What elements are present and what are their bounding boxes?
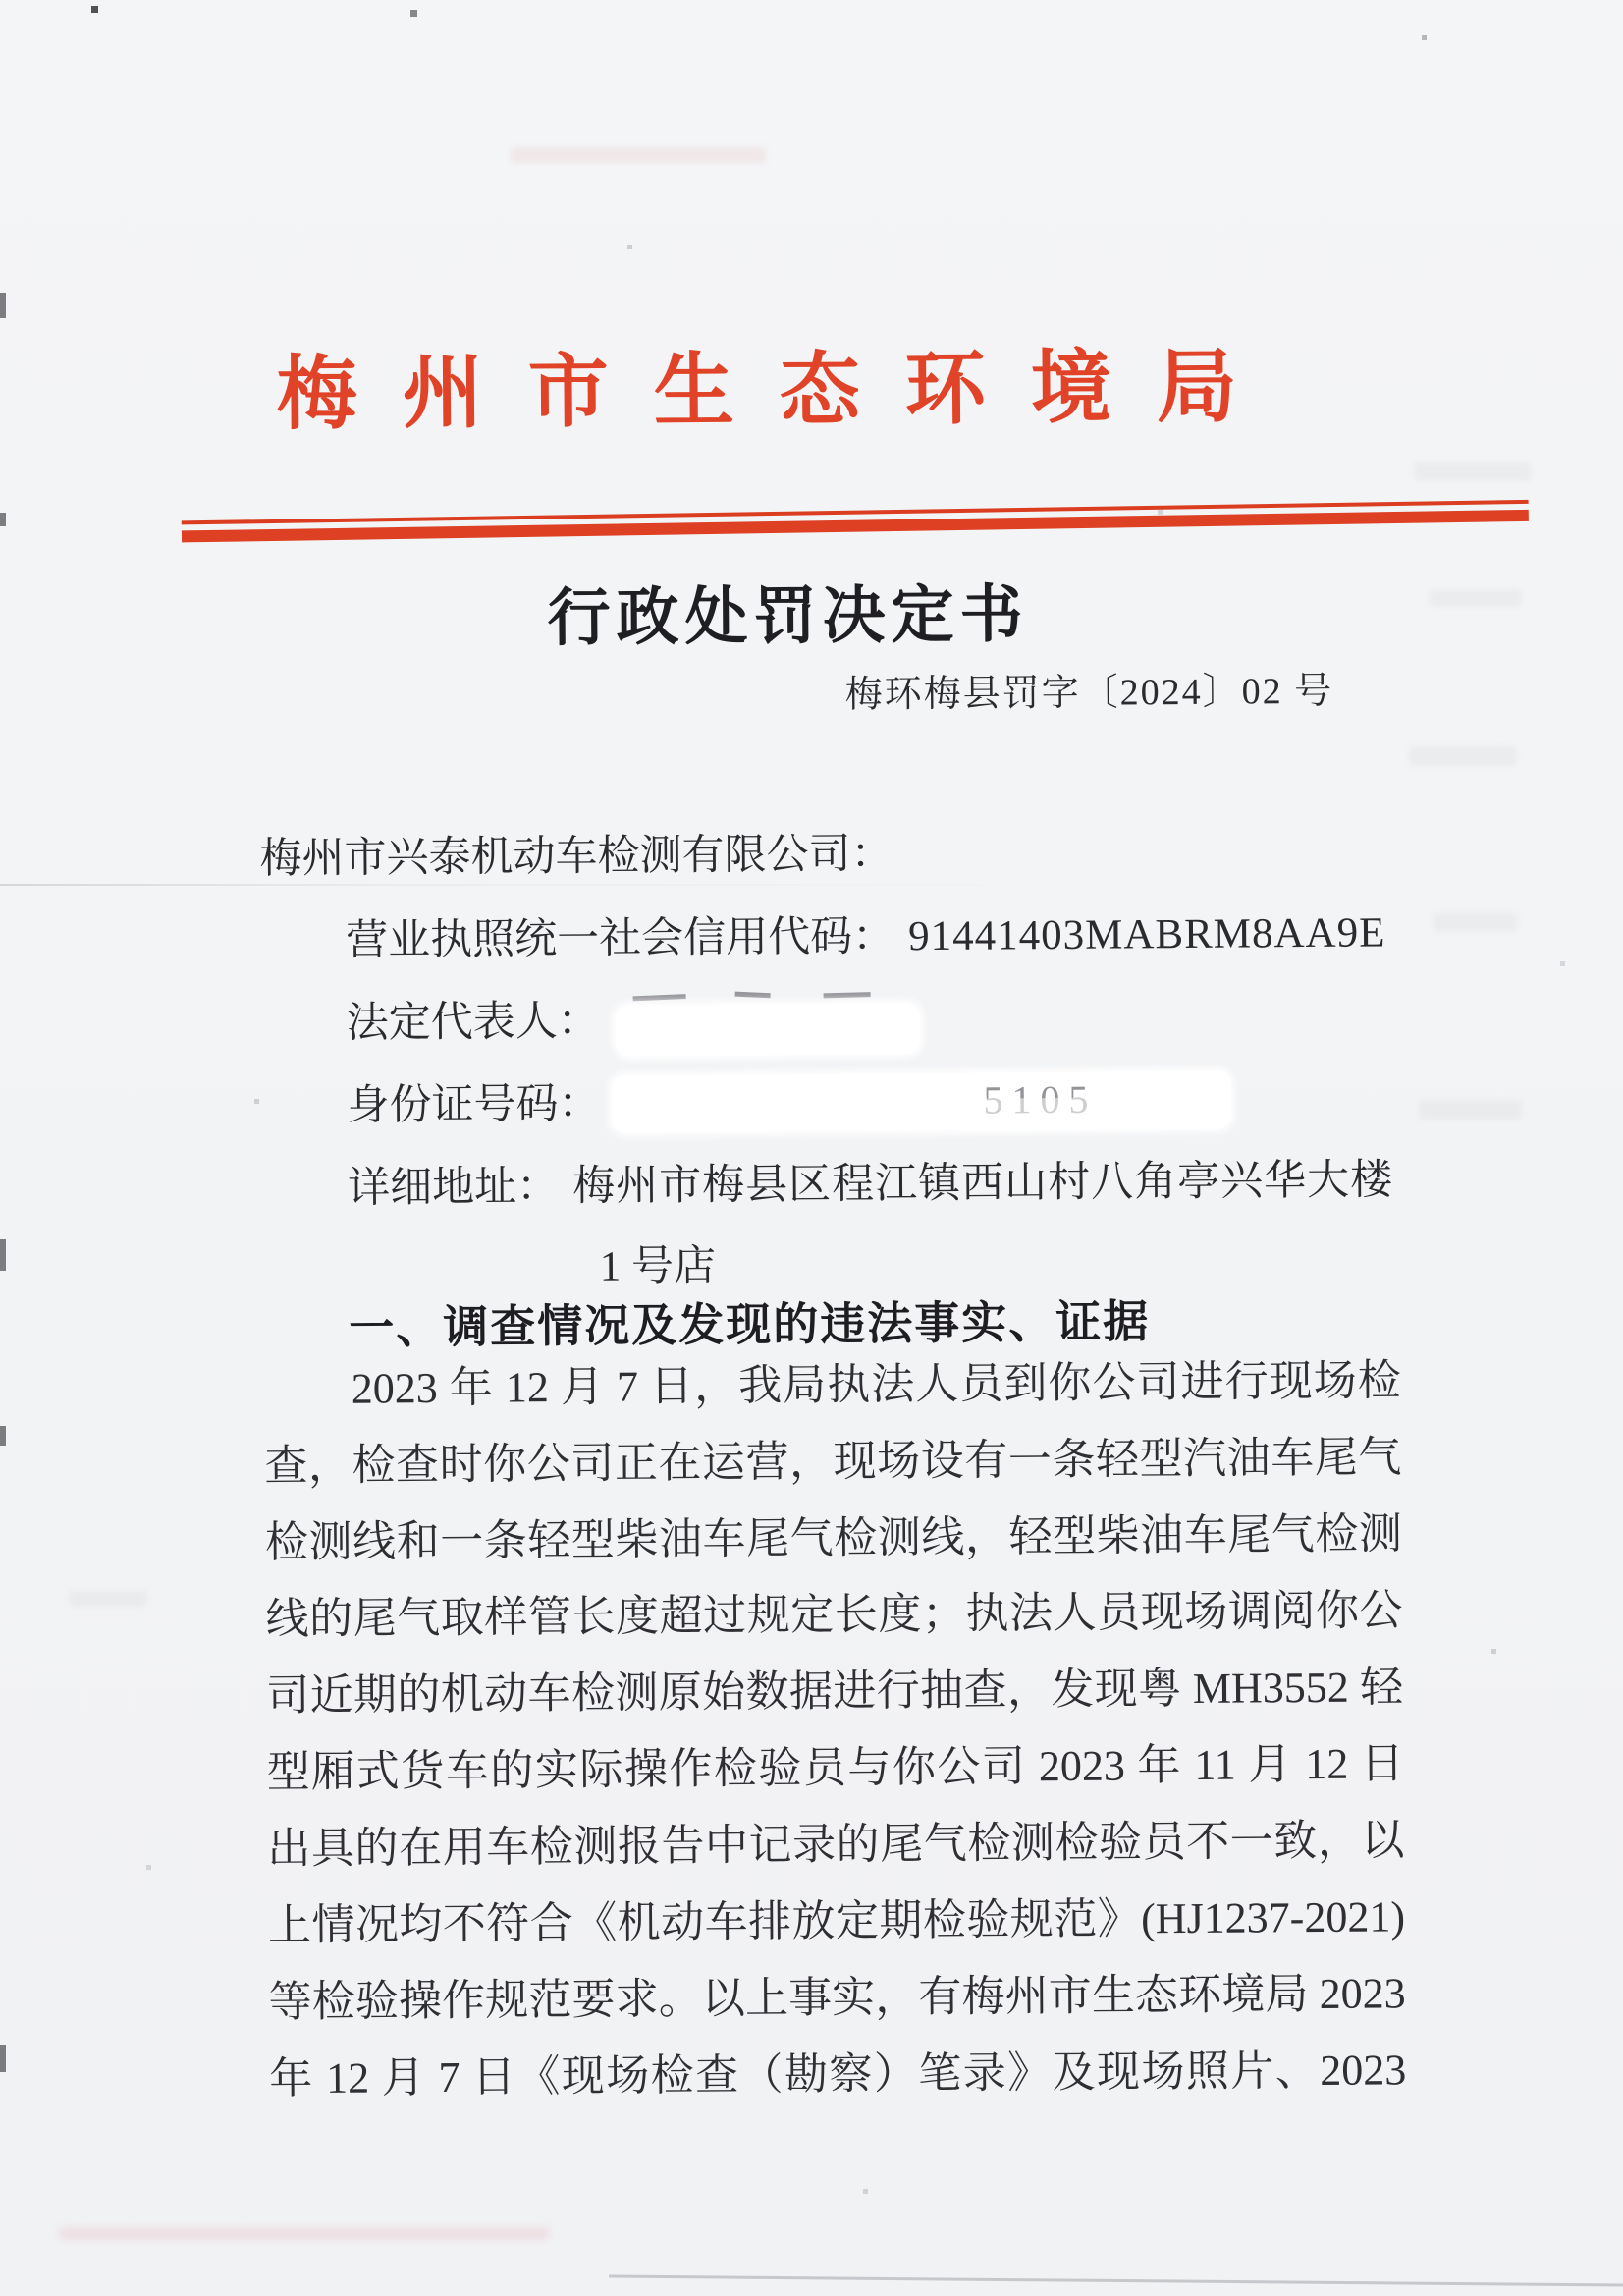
paragraph-line: 线的尾气取样管长度超过规定长度；执法人员现场调阅你公 [265, 1586, 1403, 1644]
document-number: 梅环梅县罚字〔2024〕02 号 [844, 670, 1334, 716]
address-value-line2: 1 号店 [599, 1242, 717, 1290]
bleedthrough-smudge [511, 147, 766, 163]
bleedthrough-smudge [1409, 746, 1517, 766]
redaction-whitebox [965, 1097, 1220, 1132]
paragraph-line: 2023 年 12 月 7 日，我局执法人员到你公司进行现场检 [351, 1356, 1401, 1413]
paragraph-line: 上情况均不符合《机动车排放定期检验规范》(HJ1237-2021) [267, 1892, 1406, 1950]
scan-edge-mark [0, 513, 6, 526]
redaction-stroke-fragment [824, 992, 871, 998]
paragraph-line: 司近期的机动车检测原始数据进行抽查，发现粤 MH3552 轻 [266, 1663, 1404, 1721]
address-value: 梅州市梅县区程江镇西山村八角亭兴华大楼 [571, 1157, 1394, 1210]
bleedthrough-smudge [59, 2227, 550, 2240]
paragraph-line: 型厢式货车的实际操作检验员与你公司 2023 年 11 月 12 日 [266, 1739, 1404, 1797]
document-title: 行政处罚决定书 [547, 579, 1029, 654]
scan-edge-mark [0, 1239, 6, 1271]
fold-crease [0, 884, 1623, 886]
credit-code-value: 91441403MABRM8AA9E [907, 909, 1386, 960]
credit-code-label: 营业执照统一社会信用代码： [345, 913, 895, 964]
scan-edge-mark [0, 2045, 6, 2072]
address-label: 详细地址： [347, 1164, 560, 1212]
bleedthrough-smudge [1419, 1100, 1522, 1120]
scan-speckles [0, 0, 3, 3]
scan-edge-mark [0, 1426, 6, 1446]
redaction-whitebox [616, 1003, 920, 1056]
redaction-stroke-fragment [633, 994, 686, 1001]
paragraph-line: 等检验操作规范要求。以上事实，有梅州市生态环境局 2023 [268, 1969, 1406, 2027]
bleedthrough-smudge [1429, 589, 1522, 607]
paragraph-line: 检测线和一条轻型柴油车尾气检测线，轻型柴油车尾气检测 [264, 1509, 1403, 1567]
section1-paragraph [263, 1342, 1406, 2117]
field-row-address [348, 1146, 1393, 1214]
agency-header: 梅州市生态环境局 [276, 342, 1283, 440]
field-row-legal-representative [347, 985, 920, 1051]
recipient-company-name: 梅州市兴泰机动车检测有限公司： [259, 831, 893, 883]
scan-edge-mark [0, 293, 6, 318]
paragraph-line: 出具的在用车检测报告中记录的尾气检测检验员不一致，以 [267, 1816, 1405, 1874]
bleedthrough-smudge [1414, 462, 1532, 481]
field-row-id-number [347, 1066, 1230, 1135]
section1-heading: 一、调查情况及发现的违法事实、证据 [349, 1296, 1151, 1353]
id-number-label: 身份证号码： [347, 1080, 601, 1129]
header-rule [182, 500, 1529, 543]
paragraph-line: 查，检查时你公司正在运营，现场设有一条轻型汽油车尾气 [264, 1433, 1402, 1491]
field-row-credit-code [346, 899, 1386, 966]
legal-representative-label: 法定代表人： [346, 998, 601, 1047]
legal-representative-redaction-box [616, 991, 920, 1048]
redaction-stroke-fragment [735, 992, 771, 999]
id-number-redaction-box [612, 1071, 1230, 1133]
bleedthrough-smudge [69, 1591, 147, 1607]
paragraph-line: 年 12 月 7 日《现场检查（勘察）笔录》及现场照片、2023 [269, 2046, 1407, 2104]
bleedthrough-smudge [1434, 913, 1517, 931]
